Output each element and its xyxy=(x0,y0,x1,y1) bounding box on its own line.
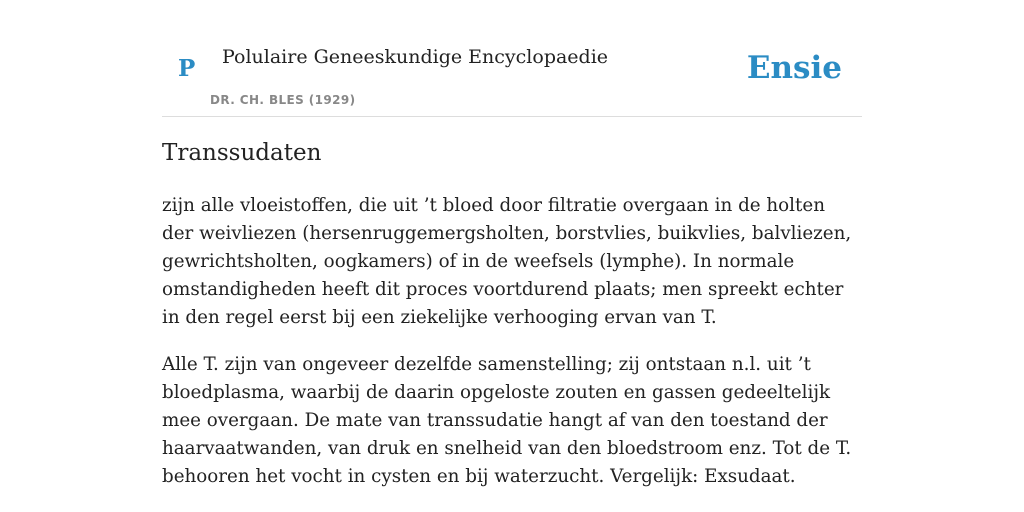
entry-title: Transsudaten xyxy=(162,140,322,166)
page-header xyxy=(162,0,862,117)
entry-paragraph: zijn alle vloeistoffen, die uit ’t bloed door filtratie overgaan in de holten der weivliezen (hersenruggemergsholten, borstvlies, buikvlies, balvliezen, gewrichtsholten, oogkamers) of in de weefsels (lymphe). In normale omstandigheden heeft dit proces voortdurend plaats; men spreekt echter in den regel eerst bij een ziekelijke verhooging ervan van T. xyxy=(162,195,852,328)
book-title-link[interactable]: Polulaire Geneeskundige Encyclopaedie xyxy=(222,46,609,68)
entry-paragraph: Alle T. zijn van ongeveer dezelfde samenstelling; zij ontstaan n.l. uit ’t bloedplasma, waarbij de daarin opgeloste zouten en gassen gedeeltelijk mee overgaan. De mate van transsudatie hangt af van den toestand der haarvaatwanden, van druk en snelheid van den bloedstroom enz. Tot de T. behooren het vocht in cysten en bij waterzucht. Vergelijk: Exsudaat. xyxy=(162,354,852,487)
book-author: DR. CH. BLES (1929) xyxy=(210,93,356,107)
book-logo[interactable]: P xyxy=(178,55,196,82)
brand-logo-link[interactable]: Ensie xyxy=(746,50,842,86)
entry-body xyxy=(162,192,862,510)
